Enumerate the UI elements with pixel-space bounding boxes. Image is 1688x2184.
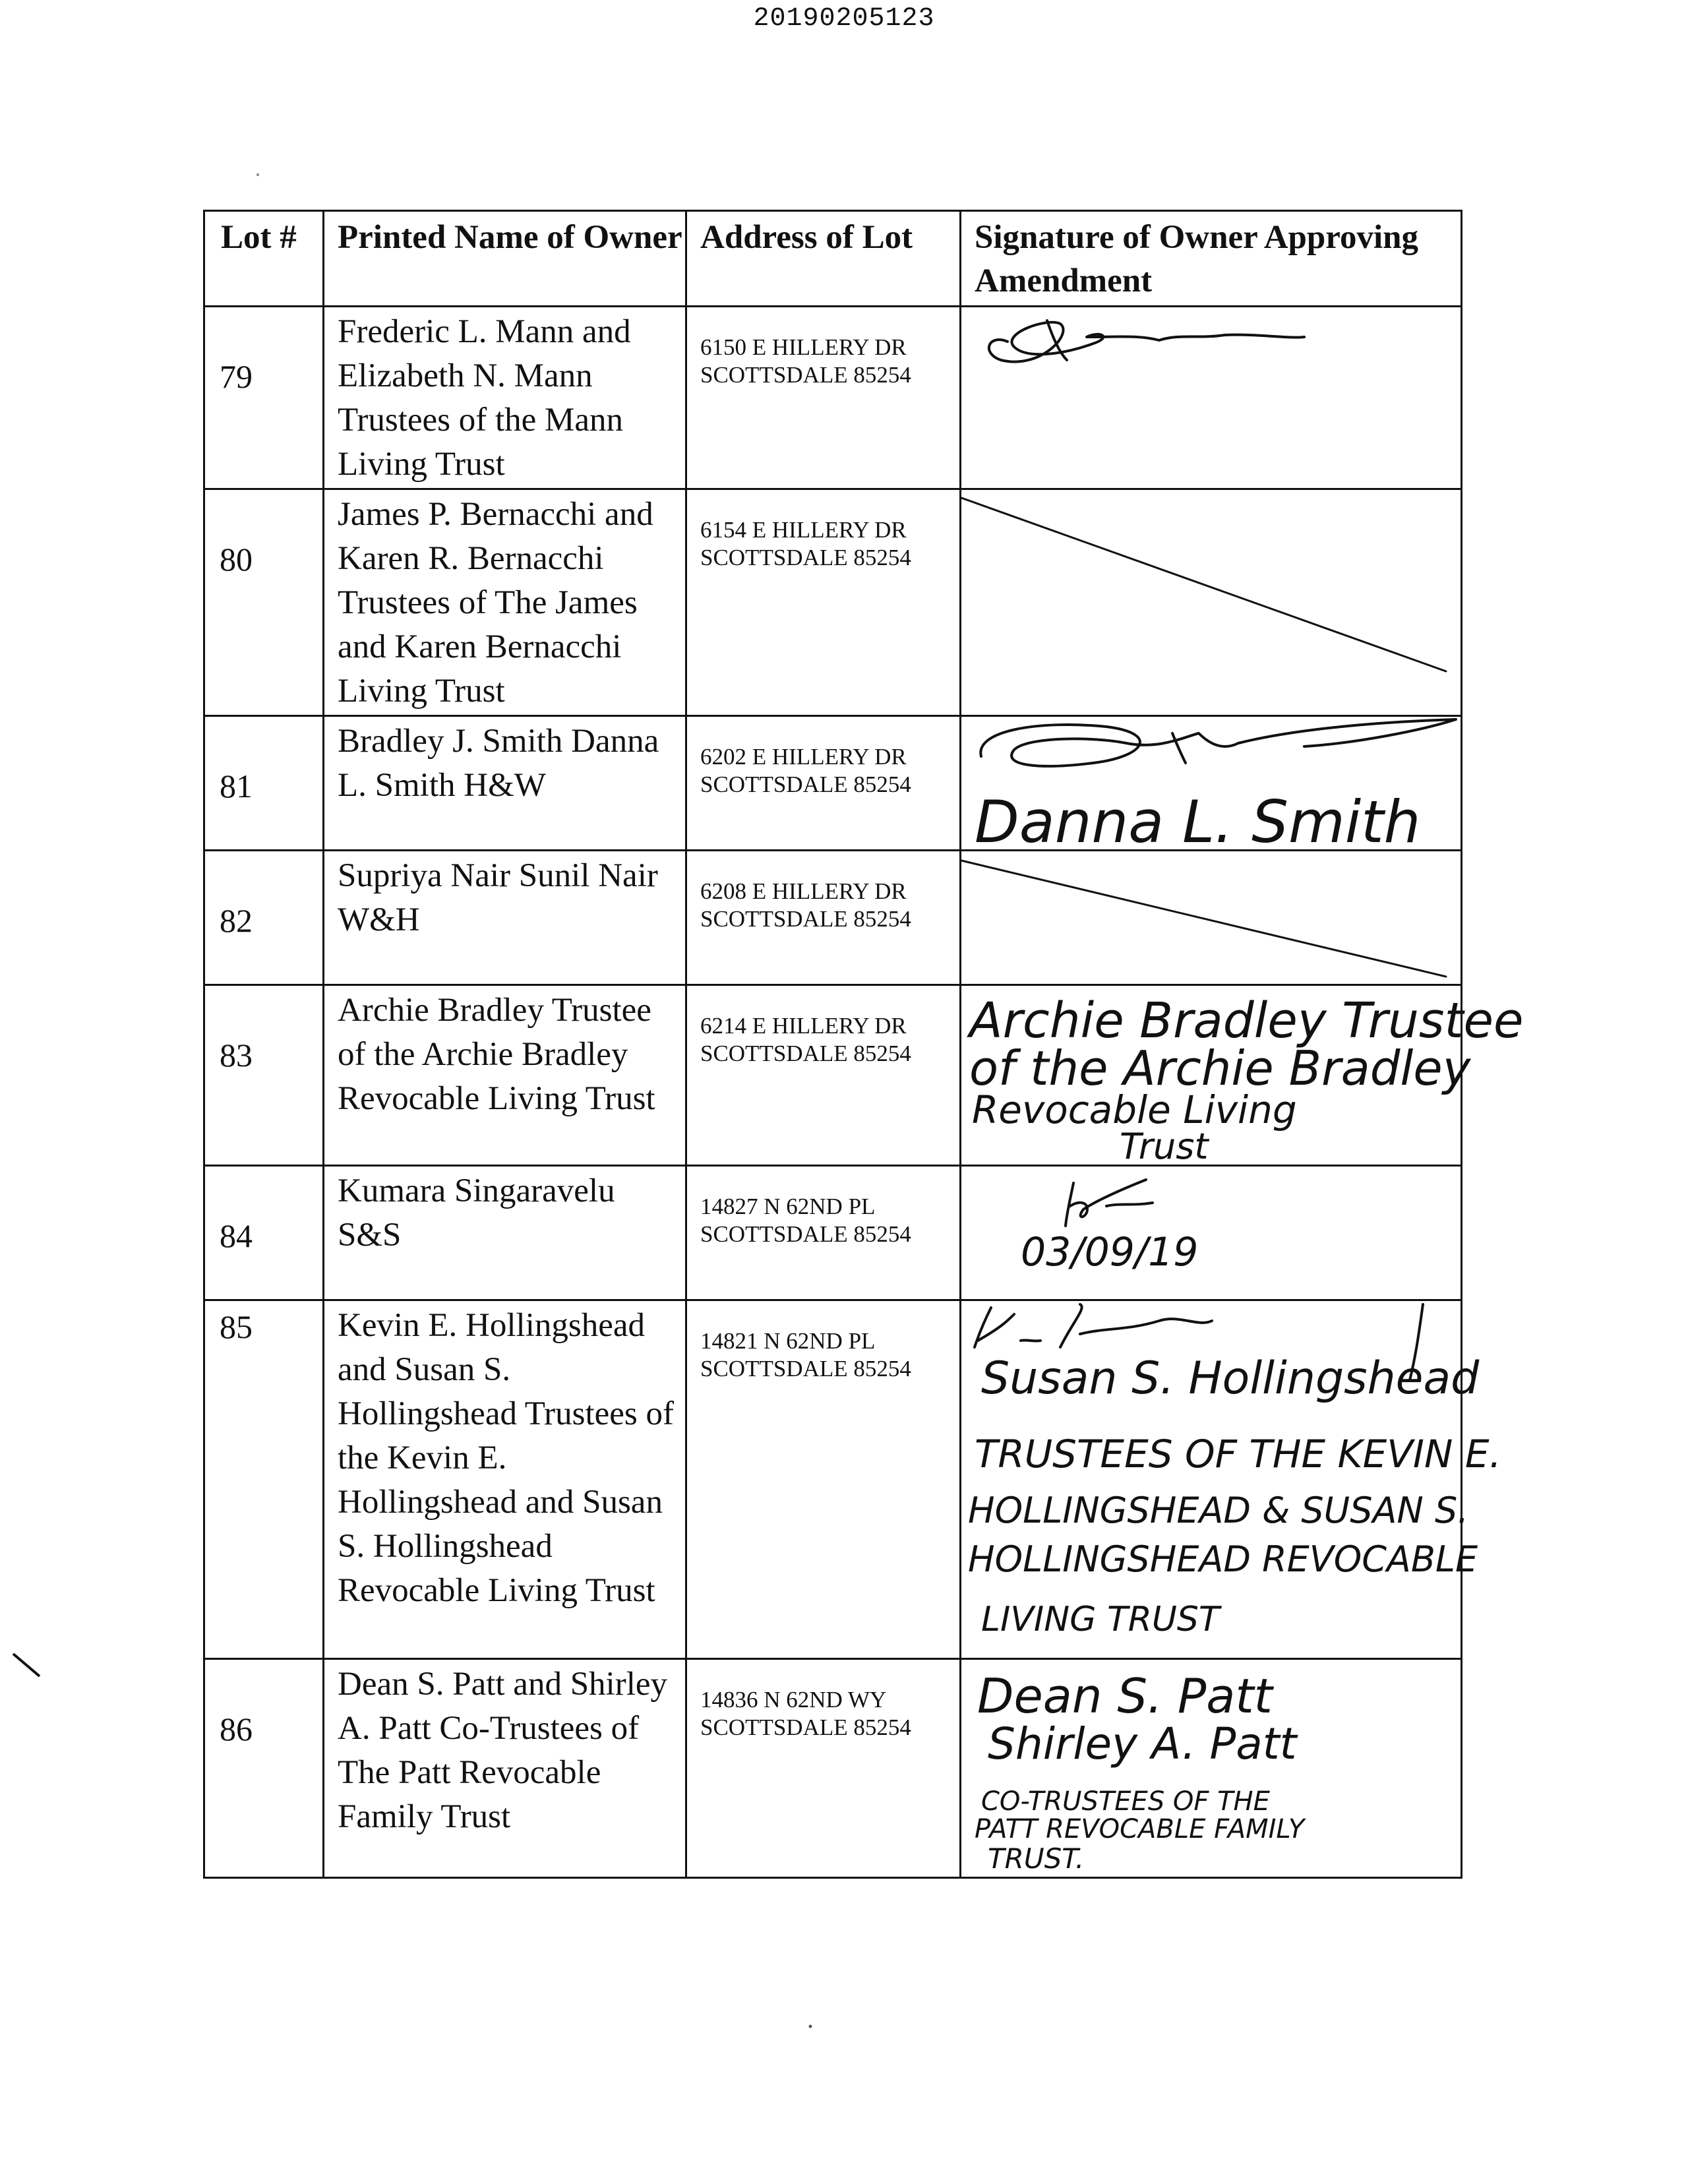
- lot-address: 14821 N 62ND PL SCOTTSDALE 85254: [686, 1300, 961, 1659]
- signature-line-1: Archie Bradley Trustee: [969, 992, 1524, 1049]
- signature-cell: [961, 489, 1462, 716]
- strike-line: [961, 851, 1462, 986]
- signature-cell: [961, 1300, 1501, 1659]
- signature-line-2: of the Archie Bradley: [969, 1041, 1471, 1096]
- signature-line-4: HOLLINGSHEAD REVOCABLE: [968, 1538, 1478, 1580]
- stray-dot: [255, 171, 261, 178]
- lot-address: 6208 E HILLERY DR SCOTTSDALE 85254: [686, 851, 961, 985]
- signature-line-3: Revocable Living: [972, 1087, 1297, 1132]
- header-signature: Signature of Owner Approving Amendment: [961, 211, 1462, 307]
- owner-name: Archie Bradley Trustee of the Archie Bradley Revocable Living Trust: [324, 985, 686, 1166]
- table-row: [204, 1300, 1462, 1659]
- owner-name: Kumara Singaravelu S&S: [324, 1166, 686, 1300]
- owner-name: Frederic L. Mann and Elizabeth N. Mann Trustees of the Mann Living Trust: [324, 307, 686, 489]
- owner-name: Bradley J. Smith Danna L. Smith H&W: [324, 716, 686, 851]
- lot-number: 85: [204, 1300, 324, 1659]
- table-row: [204, 985, 1462, 1166]
- strike-line: [961, 490, 1462, 714]
- header-address: Address of Lot: [686, 211, 961, 307]
- signature-cell: [961, 716, 1462, 856]
- owner-name: Supriya Nair Sunil Nair W&H: [324, 851, 686, 985]
- table-row: [204, 307, 1462, 489]
- signature-scribble: [961, 1167, 1462, 1301]
- signature-line-3: HOLLINGSHEAD & SUSAN S.: [968, 1490, 1469, 1531]
- signature-cell: [961, 1166, 1462, 1300]
- signature-date: 03/09/19: [1021, 1229, 1199, 1275]
- header-lot: Lot #: [204, 211, 324, 307]
- signature-line-1: Danna L. Smith: [975, 788, 1421, 856]
- lot-address: 14827 N 62ND PL SCOTTSDALE 85254: [686, 1166, 961, 1300]
- lot-number: 86: [204, 1659, 324, 1878]
- document-number: 20190205123: [753, 4, 935, 34]
- table-row: [204, 1659, 1462, 1878]
- signature-handwriting: [961, 1301, 1501, 1660]
- lot-number: 82: [204, 851, 324, 985]
- owner-name: Kevin E. Hollingshead and Susan S. Hollingshead Trustees of the Kevin E. Hollingshead and Susan S. Hollingshead Revocable Living Trust: [324, 1300, 686, 1659]
- signature-handwriting: [961, 1660, 1462, 1879]
- header-name: Printed Name of Owner: [324, 211, 686, 307]
- table-row: [204, 716, 1462, 851]
- signature-line-5: TRUST.: [988, 1842, 1085, 1875]
- signature-line-4: Trust: [1120, 1126, 1209, 1167]
- signature-scribble: [961, 307, 1462, 488]
- lot-number: 84: [204, 1166, 324, 1300]
- lot-address: 6154 E HILLERY DR SCOTTSDALE 85254: [686, 489, 961, 716]
- signature-cell: [961, 851, 1462, 985]
- signature-line-1: Susan S. Hollingshead: [981, 1352, 1480, 1405]
- stray-dot: [807, 2023, 814, 2030]
- lot-number: 81: [204, 716, 324, 851]
- lot-address: 6202 E HILLERY DR SCOTTSDALE 85254: [686, 716, 961, 851]
- signature-line-1: Dean S. Patt: [977, 1668, 1273, 1724]
- signature-line-2: Shirley A. Patt: [988, 1718, 1297, 1769]
- lot-owner-table: [203, 210, 1524, 1879]
- signature-line-2: TRUSTEES OF THE KEVIN E.: [975, 1432, 1501, 1476]
- table-row: [204, 1166, 1462, 1300]
- header-row: [204, 211, 1462, 307]
- signature-cell: [961, 985, 1524, 1167]
- lot-address: 6150 E HILLERY DR SCOTTSDALE 85254: [686, 307, 961, 489]
- lot-number: 83: [204, 985, 324, 1166]
- table-row: [204, 851, 1462, 985]
- signature-scribble: [961, 717, 1462, 856]
- owner-name: James P. Bernacchi and Karen R. Bernacchi Trustees of The James and Karen Bernacchi Living Trust: [324, 489, 686, 716]
- lot-number: 80: [204, 489, 324, 716]
- signature-cell: [961, 1659, 1462, 1878]
- lot-number: 79: [204, 307, 324, 489]
- owner-name: Dean S. Patt and Shirley A. Patt Co-Trustees of The Patt Revocable Family Trust: [324, 1659, 686, 1878]
- lot-address: 14836 N 62ND WY SCOTTSDALE 85254: [686, 1659, 961, 1878]
- signature-line-5: LIVING TRUST: [981, 1600, 1220, 1639]
- signature-line-3: CO-TRUSTEES OF THE: [981, 1786, 1270, 1817]
- lot-address: 6214 E HILLERY DR SCOTTSDALE 85254: [686, 985, 961, 1166]
- table-row: [204, 489, 1462, 716]
- signature-handwriting: [961, 986, 1524, 1167]
- stray-mark: [8, 1649, 47, 1688]
- signature-line-4: PATT REVOCABLE FAMILY: [975, 1814, 1305, 1844]
- signature-cell: [961, 307, 1462, 489]
